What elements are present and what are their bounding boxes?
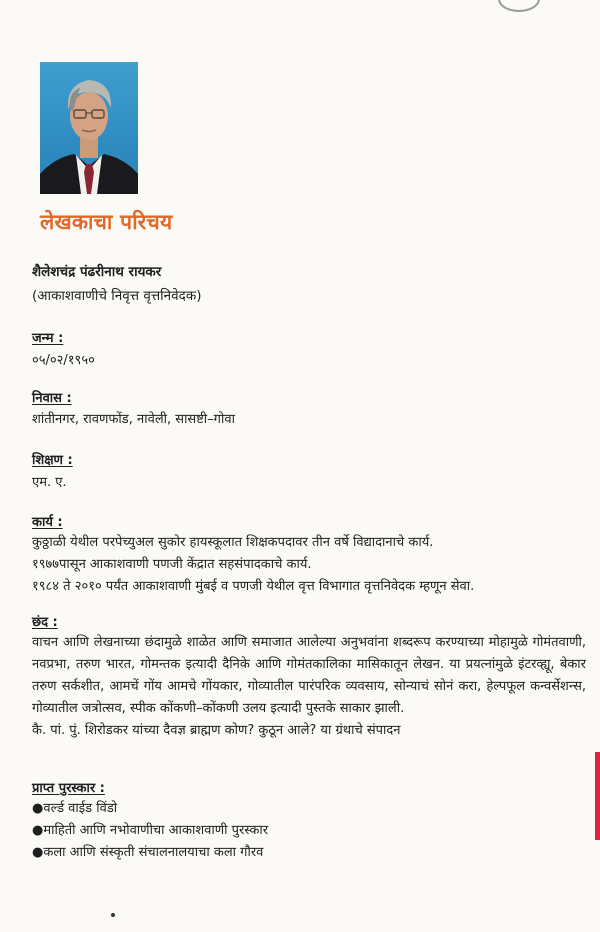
- bullet-icon: ●: [32, 801, 44, 816]
- work-line: १९८४ ते २०१० पर्यंत आकाशवाणी मुंबई व पणजी येथील वृत्त विभागात वृत्तनिवेदक म्हणून सेवा.: [32, 579, 475, 594]
- bullet-icon: ●: [32, 823, 44, 838]
- birth-label: जन्म :: [32, 331, 64, 346]
- author-photo: [40, 62, 138, 194]
- author-name: शैलेशचंद्र पंढरीनाथ रायकर: [32, 264, 162, 280]
- birth-section: [32, 328, 586, 372]
- birth-date: ०५/०२/१९५०: [32, 353, 95, 368]
- award-name: वर्ल्ड वाईड विंडो: [43, 801, 118, 816]
- page-edge-tab: [595, 752, 600, 840]
- education-section: [32, 450, 586, 494]
- residence-section: [32, 388, 586, 431]
- section-title: लेखकाचा परिचय: [40, 210, 173, 234]
- award-name: कला आणि संस्कृती संचालनालयाचा कला गौरव: [43, 845, 264, 860]
- hobbies-edited-work: कै. पां. पुं. शिरोडकर यांच्या दैवज्ञ ब्राह्मण कोण? कुठून आले? या ग्रंथाचे संपादन: [32, 723, 401, 738]
- work-section: [32, 512, 586, 598]
- award-item: [32, 798, 586, 820]
- residence-label: निवास :: [32, 391, 72, 406]
- awards-label: प्राप्त पुरस्कार :: [32, 781, 105, 796]
- work-line: १९७७पासून आकाशवाणी पणजी केंद्रात सहसंपादकाचे कार्य.: [32, 557, 312, 572]
- print-dot: [111, 913, 115, 917]
- hobbies-section: [32, 612, 586, 742]
- work-label: कार्य :: [32, 515, 63, 530]
- award-item: [32, 842, 586, 864]
- hobbies-label: छंद :: [32, 615, 58, 630]
- award-name: माहिती आणि नभोवाणीचा आकाशवाणी पुरस्कार: [43, 823, 269, 838]
- awards-section: [32, 778, 586, 864]
- page-edge-mark: [498, 0, 540, 12]
- work-line: कुठ्ठाळी येथील परपेच्युअल सुकोर हायस्कूलात शिक्षकपदावर तीन वर्षे विद्यादानाचे कार्य.: [32, 535, 434, 550]
- education-label: शिक्षण :: [32, 453, 73, 468]
- bullet-icon: ●: [32, 845, 44, 860]
- education-degree: एम. ए.: [32, 475, 67, 490]
- award-item: [32, 820, 586, 842]
- residence-address: शांतीनगर, रावणफोंड, नावेली, सासष्टी–गोवा: [32, 412, 235, 427]
- hobbies-paragraph: वाचन आणि लेखनाच्या छंदामुळे शाळेत आणि समाजात आलेल्या अनुभवांना शब्दरूप करण्याच्या मोहामुळे गोमंतवाणी, नवप्रभा, तरुण भारत, गोमन्तक इत्यादी दैनिके आणि गोमंतकालिका मासिकातून लेखन. या प्रयत्नांमुळे इंटरव्ह्यू, बेकार तरुण सर्कशीत, आमचें गोंय आमचे गोंयकार, गोव्यातील पारंपरिक व्यवसाय, सोन्याचं सोनं करा, हेल्पफूल कन्वर्सेशन्स, गोव्यातील जत्रोत्सव, स्पीक कोंकणी–कोंकणी उलय इत्यादी पुस्तके साकार झाली.: [32, 635, 586, 716]
- author-designation: (आकाशवाणीचे निवृत्त वृत्तनिवेदक): [32, 288, 202, 304]
